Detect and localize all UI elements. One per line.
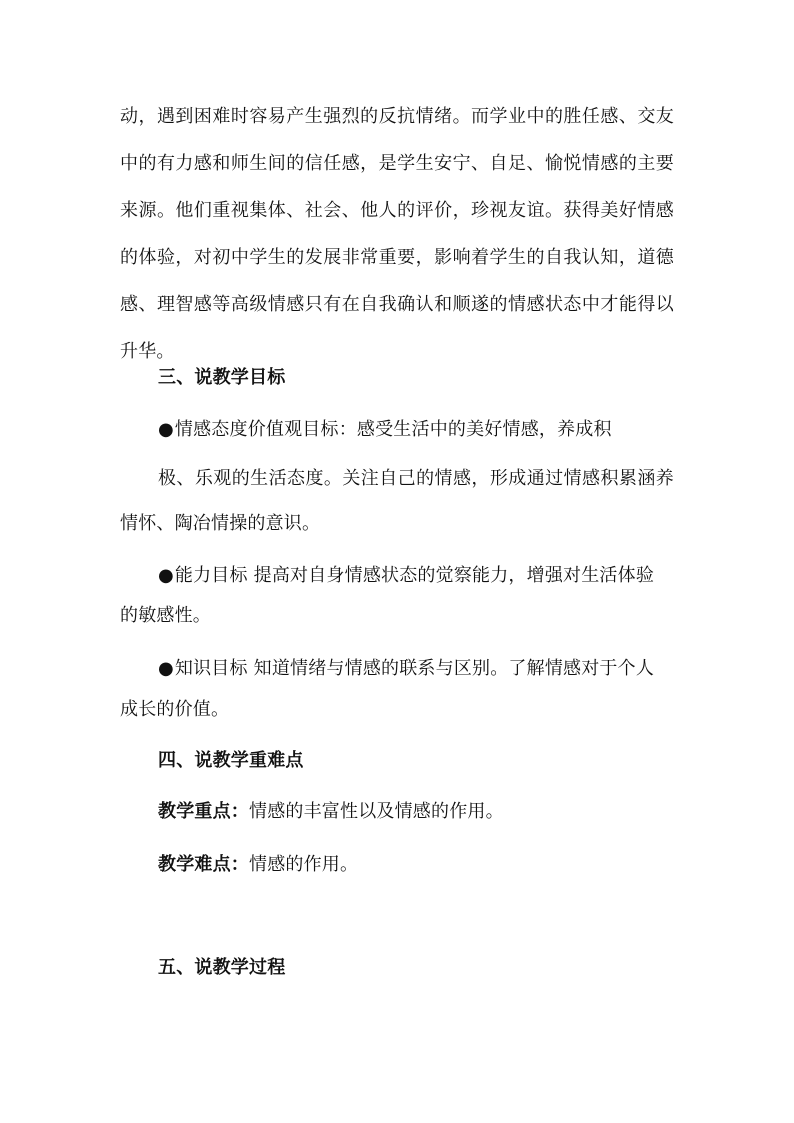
goal-2-first-line — [158, 565, 654, 587]
bullet-icon: ● — [158, 565, 174, 586]
difficult-point-line — [158, 854, 358, 876]
goal-3-text-line-2: 成长的价值。 — [120, 699, 230, 720]
paragraph-line-3: 来源。他们重视集体、社会、他人的评价，珍视友谊。获得美好情感 — [120, 200, 674, 221]
paragraph-line-6: 升华。 — [120, 341, 175, 362]
goal-3-first-line — [158, 658, 654, 680]
paragraph-line-5: 感、理智感等高级情感只有在自我确认和顺遂的情感状态中才能得以 — [120, 294, 674, 315]
section-3-heading: 三、说教学目标 — [158, 367, 286, 388]
goal-2-text-line-1: 能力目标 提高对自身情感状态的觉察能力，增强对生活体验 — [174, 565, 655, 586]
goal-1-first-line — [158, 419, 612, 441]
paragraph-line-4: 的体验，对初中学生的发展非常重要，影响着学生的自我认知，道德 — [120, 247, 674, 268]
goal-3-text-line-1: 知识目标 知道情绪与情感的联系与区别。了解情感对于个人 — [174, 658, 655, 679]
key-point-text: 情感的丰富性以及情感的作用。 — [249, 801, 504, 822]
paragraph-line-2: 中的有力感和师生间的信任感，是学生安宁、自足、愉悦情感的主要 — [120, 153, 674, 174]
goal-2-text-line-2: 的敏感性。 — [120, 605, 211, 626]
section-4-heading: 四、说教学重难点 — [158, 750, 304, 771]
goal-1-text-line-2: 极、乐观的生活态度。关注自己的情感，形成通过情感积累涵养 — [158, 468, 674, 489]
key-point-label: 教学重点： — [158, 801, 249, 822]
bullet-icon: ● — [158, 419, 174, 440]
goal-1-text-line-3: 情怀、陶冶情操的意识。 — [120, 513, 321, 534]
goal-1-text-line-1: 情感态度价值观目标：感受生活中的美好情感，养成积 — [174, 419, 612, 440]
difficult-point-text: 情感的作用。 — [249, 854, 359, 875]
paragraph-line-1: 动，遇到困难时容易产生强烈的反抗情绪。而学业中的胜任感、交友 — [120, 106, 674, 127]
bullet-icon: ● — [158, 658, 174, 679]
difficult-point-label: 教学难点： — [158, 854, 249, 875]
key-point-line — [158, 801, 504, 823]
section-5-heading: 五、说教学过程 — [158, 957, 286, 978]
